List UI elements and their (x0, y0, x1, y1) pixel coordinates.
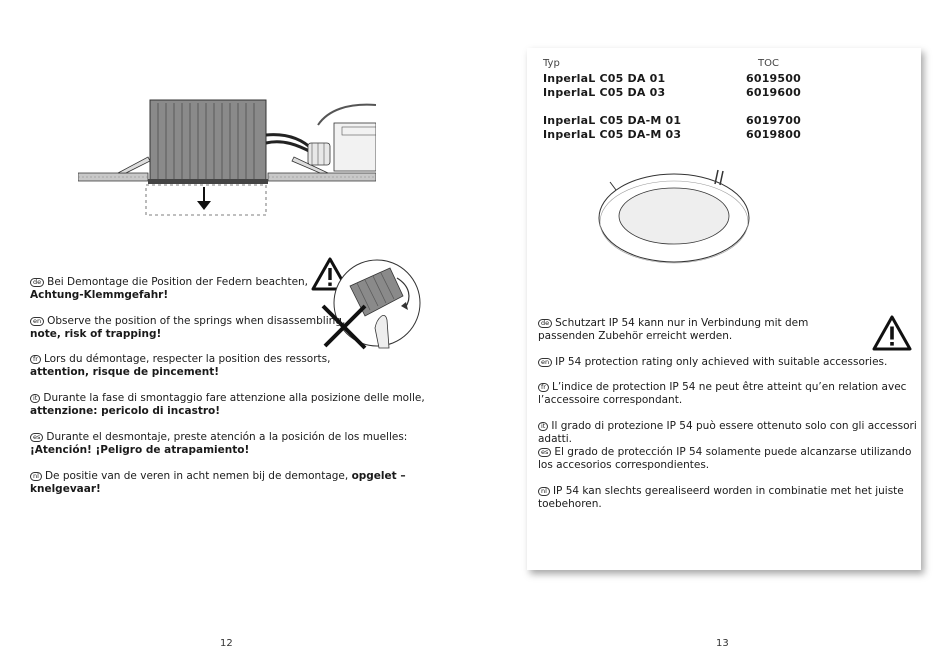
lang-badge: de (538, 319, 552, 328)
toc-number: 6019600 (746, 86, 801, 99)
removal-illustration (78, 95, 376, 220)
toc-number: 6019800 (746, 128, 801, 141)
lang-badge: it (538, 422, 548, 431)
lang-badge: fr (30, 355, 41, 364)
lang-badge: nl (30, 472, 42, 481)
paragraph-it: it Durante la fase di smontaggio fare attenzione alla posizione delle molle, attenzione: pericolo di incastro! (30, 392, 425, 417)
paragraph-en: en Observe the position of the springs when disassembling, note, risk of trapping! (30, 315, 346, 340)
downlight-illustration (590, 168, 760, 268)
typ-name: InperlaL C05 DA-M 03 (543, 128, 682, 141)
lang-badge: es (30, 433, 43, 442)
warning-triangle-icon (872, 315, 912, 351)
toc-number: 6019700 (746, 114, 801, 127)
paragraph-nl: nl IP 54 kan slechts gerealiseerd worden in combinatie met het juiste toebehoren. (538, 485, 904, 510)
lang-badge: es (538, 448, 551, 457)
paragraph-de: de Bei Demontage die Position der Federn beachten, Achtung-Klemmgefahr! (30, 276, 309, 301)
paragraph-it: it Il grado di protezione IP 54 può essere ottenuto solo con gli accessori adatti. (538, 420, 917, 445)
lang-badge: de (30, 278, 44, 287)
paragraph-fr: fr L’indice de protection IP 54 ne peut être atteint qu’en relation avec l’accessoire correspondant. (538, 381, 907, 406)
lang-badge: nl (538, 487, 550, 496)
paragraph-fr: fr Lors du démontage, respecter la position des ressorts, attention, risque de pincement! (30, 353, 331, 378)
lang-badge: en (30, 317, 44, 326)
typ-name: InperlaL C05 DA-M 01 (543, 114, 682, 127)
paragraph-en: en IP 54 protection rating only achieved with suitable accessories. (538, 356, 918, 369)
page-number-right: 13 (716, 638, 729, 649)
lang-badge: fr (538, 383, 549, 392)
pinch-warning-detail (315, 258, 425, 358)
lang-badge: it (30, 394, 40, 403)
toc-header: TOC (758, 58, 779, 69)
page-number-left: 12 (220, 638, 233, 649)
lang-badge: en (538, 358, 552, 367)
paragraph-es: es Durante el desmontaje, preste atención a la posición de los muelles: ¡Atención! ¡Peligro de atrapamiento! (30, 431, 408, 456)
paragraph-de: de Schutzart IP 54 kann nur in Verbindung mit dem passenden Zubehör erreicht werden. (538, 317, 809, 342)
typ-name: InperlaL C05 DA 03 (543, 86, 666, 99)
paragraph-es: es El grado de protección IP 54 solamente puede alcanzarse utilizando los accesorios correspondientes. (538, 446, 912, 471)
typ-name: InperlaL C05 DA 01 (543, 72, 666, 85)
typ-header: Typ (543, 58, 560, 69)
toc-number: 6019500 (746, 72, 801, 85)
paragraph-nl: nl De positie van de veren in acht nemen bij de demontage, opgelet – knelgevaar! (30, 470, 406, 495)
